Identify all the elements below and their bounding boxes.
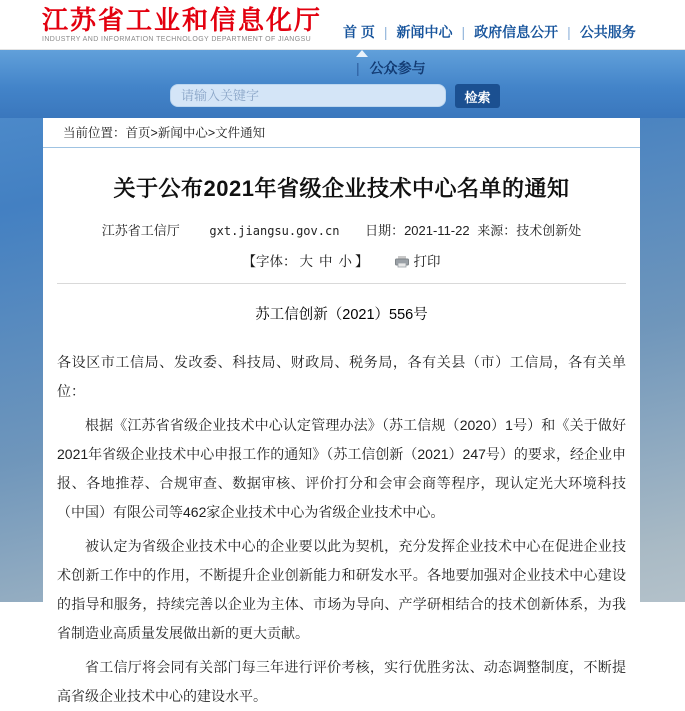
breadcrumb xyxy=(43,118,640,148)
site-logo-subtitle: INDUSTRY AND INFORMATION TECHNOLOGY DEPARTMENT OF JIANGSU xyxy=(42,36,312,43)
site-header xyxy=(0,0,685,50)
document-number: 苏工信创新（2021）556号 xyxy=(255,307,428,323)
font-size-medium[interactable]: 中 xyxy=(319,254,333,269)
nav-item-home[interactable]: 首 页 xyxy=(343,24,375,40)
font-size-small[interactable]: 小 xyxy=(338,254,352,269)
site-logo-title: 江苏省工业和信息化厅 xyxy=(42,5,323,35)
article-source-site: gxt.jiangsu.gov.cn xyxy=(209,224,340,238)
article-meta xyxy=(57,220,626,239)
breadcrumb-file-notice[interactable]: 文件通知 xyxy=(215,126,266,140)
secondary-nav xyxy=(356,58,426,78)
banner xyxy=(0,50,685,118)
article-source-name: 江苏省工信厅 xyxy=(101,223,180,238)
nav-item-news[interactable]: 新闻中心 xyxy=(396,24,453,40)
printer-icon xyxy=(395,256,409,271)
nav-item-public-participation[interactable]: 公众参与 xyxy=(369,60,426,76)
divider xyxy=(57,283,626,284)
font-size-suffix: 】 xyxy=(355,254,369,269)
print-label: 打印 xyxy=(413,254,441,269)
main-nav xyxy=(343,22,636,42)
search-button[interactable]: 检索 xyxy=(455,84,500,108)
breadcrumb-home[interactable]: 首页 xyxy=(125,126,151,140)
breadcrumb-separator: > xyxy=(207,126,216,140)
article-body xyxy=(57,348,626,711)
paragraph-basis: 根据《江苏省省级企业技术中心认定管理办法》（苏工信规（2020）1号）和《关于做好2021年省级企业技术中心申报工作的通知》（苏工信创新（2021）247号）的要求，经企业申报、各地推荐、合规审查、数据审核、评价打分和会审会商等程序，现认定光大环境科技（中国）有限公司等462家企业技术中心为省级企业技术中心。 xyxy=(57,417,626,520)
print-button[interactable] xyxy=(395,254,441,269)
article-date: 日期：2021-11-22 xyxy=(365,223,470,238)
nav-separator: | xyxy=(383,24,388,40)
article xyxy=(43,172,640,711)
font-size-large[interactable]: 大 xyxy=(299,254,313,269)
nav-item-public-service[interactable]: 公共服务 xyxy=(579,24,636,40)
content-panel xyxy=(43,118,640,704)
nav-item-gov-info[interactable]: 政府信息公开 xyxy=(474,24,559,40)
nav-separator: | xyxy=(567,24,571,40)
paragraph-salutation: 各设区市工信局、发改委、科技局、财政局、税务局，各有关县（市）工信局，各有关单位： xyxy=(57,354,626,399)
font-size-controls xyxy=(57,250,626,271)
article-origin: 来源：技术创新处 xyxy=(477,223,582,238)
paragraph-assessment: 省工信厅将会同有关部门每三年进行评价考核，实行优胜劣汰、动态调整制度，不断提高省级企业技术中心的建设水平。 xyxy=(57,659,626,704)
article-title: 关于公布2021年省级企业技术中心名单的通知 xyxy=(113,176,570,201)
search-input[interactable] xyxy=(170,84,446,107)
site-logo[interactable] xyxy=(42,6,322,43)
active-nav-caret xyxy=(356,50,368,57)
nav-separator: | xyxy=(356,60,360,76)
breadcrumb-news[interactable]: 新闻中心 xyxy=(157,126,208,140)
breadcrumb-separator: > xyxy=(150,126,158,140)
font-size-prefix: 【字体： xyxy=(242,254,297,269)
nav-separator: | xyxy=(461,24,466,40)
paragraph-requirements: 被认定为省级企业技术中心的企业要以此为契机，充分发挥企业技术中心在促进企业技术创新工作中的作用，不断提升企业创新能力和研发水平。各地要加强对企业技术中心建设的指导和服务，持续完善以企业为主体、市场为导向、产学研相结合的技术创新体系，为我省制造业高质量发展做出新的更大贡献。 xyxy=(57,538,626,641)
breadcrumb-label: 当前位置： xyxy=(63,126,126,140)
